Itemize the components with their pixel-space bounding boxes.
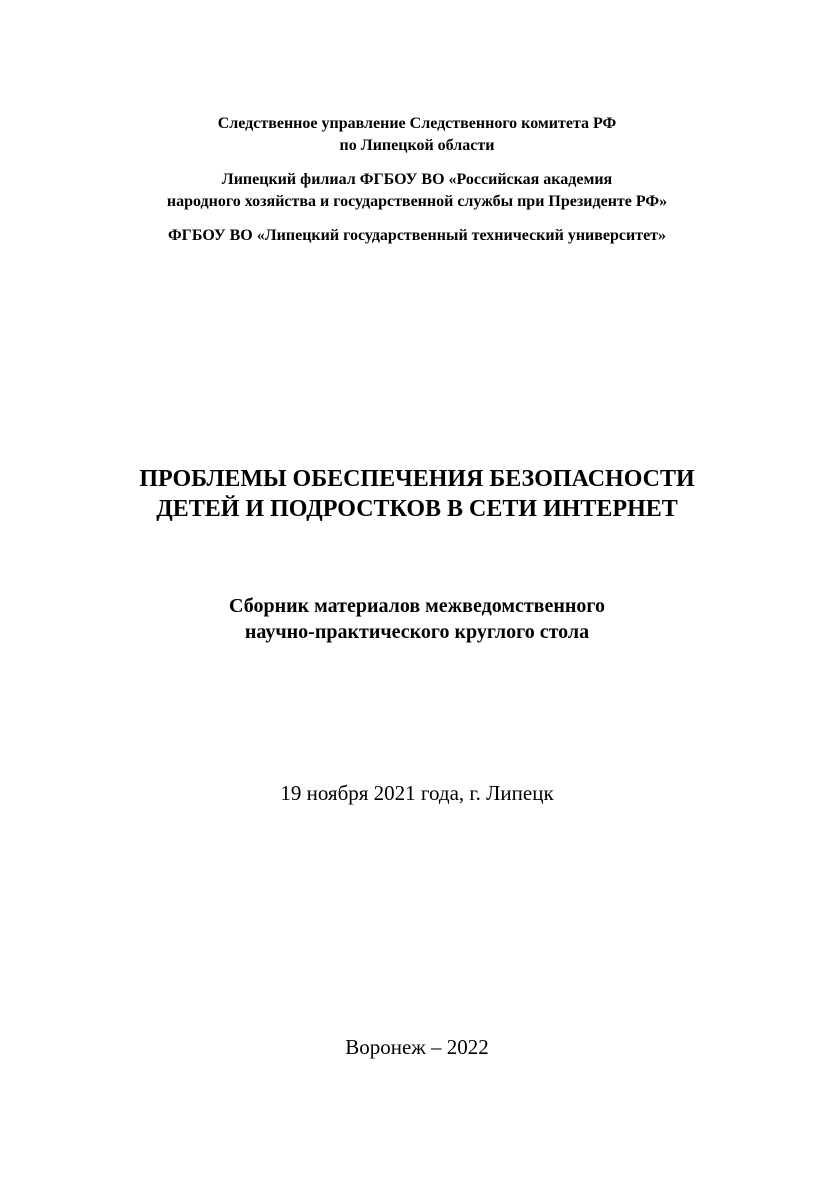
book-subtitle-line-2: научно-практического круглого стола: [244, 621, 590, 643]
organizer-1-line-1: Следственное управление Следственного комитета РФ: [217, 115, 617, 132]
organizer-2-line-1: Липецкий филиал ФГБОУ ВО «Российская академия: [221, 171, 613, 188]
imprint-city-year: Воронеж – 2022: [345, 1035, 489, 1059]
organizer-2-line-2: народного хозяйства и государственной службы при Президенте РФ»: [166, 193, 668, 210]
book-title-line-1: ПРОБЛЕМЫ ОБЕСПЕЧЕНИЯ БЕЗОПАСНОСТИ: [139, 466, 695, 492]
organizer-3: ФГБОУ ВО «Липецкий государственный технический университет»: [167, 227, 667, 244]
book-subtitle-line-1: Сборник материалов межведомственного: [229, 595, 605, 617]
book-title-line-2: ДЕТЕЙ И ПОДРОСТКОВ В СЕТИ ИНТЕРНЕТ: [156, 496, 678, 522]
organizer-1-line-2: по Липецкой области: [339, 137, 495, 154]
event-date-place: 19 ноября 2021 года, г. Липецк: [280, 781, 554, 805]
